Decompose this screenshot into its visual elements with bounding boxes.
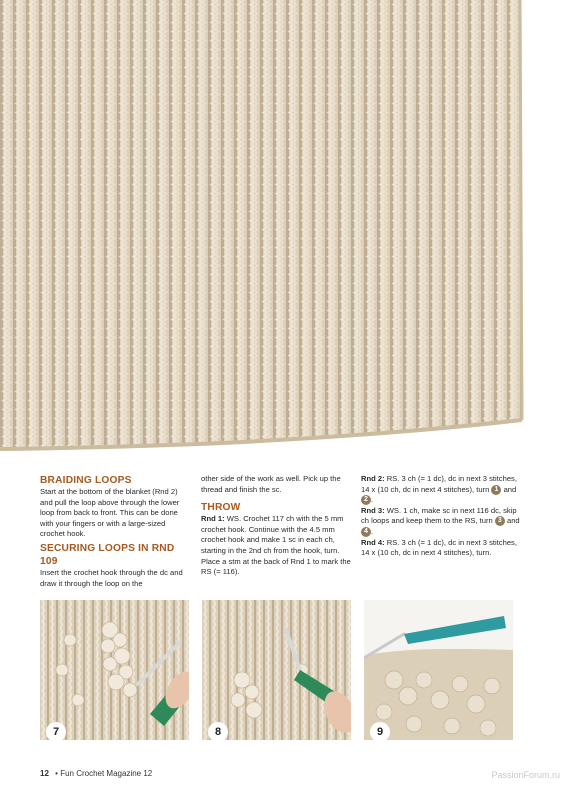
photo-number-8: 8 xyxy=(208,722,228,742)
page-footer xyxy=(40,769,152,778)
column-2 xyxy=(201,474,353,578)
rnd3-label: Rnd 3: xyxy=(361,505,385,515)
rnd3-and: and xyxy=(506,516,520,526)
rnd1-label: Rnd 1: xyxy=(201,514,225,524)
rnd4-label: Rnd 4: xyxy=(361,537,385,547)
rnd4-text xyxy=(361,538,521,559)
rnd1-text xyxy=(201,514,353,578)
column-3 xyxy=(361,474,521,559)
step-circle-2: 2 xyxy=(361,495,371,505)
watermark: PassionForum.ru xyxy=(491,770,560,780)
step-circle-3: 3 xyxy=(495,516,505,526)
rnd4-body: RS. 3 ch (= 1 dc), dc in next 3 stitches, 14 x (10 ch, dc in next 4 stitches), turn. xyxy=(361,537,517,558)
rnd2-text: Rnd 2: RS. 3 ch (= 1 dc), dc in next 3 stitches, 14 x (10 ch, dc in next 4 stitches), turn 1 and 2 . xyxy=(361,474,517,505)
securing-loops-text: Insert the crochet hook through the dc and draw it through the loop on the xyxy=(40,567,183,588)
rnd1-body: WS. Crochet 117 ch with the 5 mm crochet hook. Continue with the 4.5 mm crochet hook and make 1 sc in each ch, starting in the 2nd ch from the hook, turn. Place a stm at the back of Rnd 1 to mark the RS (= 116). xyxy=(201,514,351,577)
rnd2-label: Rnd 2: xyxy=(361,474,385,483)
heading-throw: THROW xyxy=(201,502,241,514)
step-photo-7 xyxy=(40,600,189,748)
photo-number-7: 7 xyxy=(46,722,66,742)
page-number: 12 xyxy=(40,769,49,778)
rnd2-body: RS. 3 ch (= 1 dc), dc in next 3 stitches, 14 x (10 ch, dc in next 4 stitches), turn xyxy=(361,474,517,494)
step-circle-4: 4 xyxy=(361,527,371,537)
rnd3-text: Rnd 3: WS. 1 ch, make sc in next 116 dc, skip ch loops and keep them to the RS, turn 3 and 4 . xyxy=(361,505,520,536)
step-circle-1: 1 xyxy=(491,485,501,495)
magazine-name: Fun Crochet Magazine 12 xyxy=(60,769,153,778)
photo-number-9: 9 xyxy=(370,722,390,742)
heading-braiding-loops: BRAIDING LOOPS xyxy=(40,475,132,486)
footer-bullet: • xyxy=(55,769,58,778)
heading-securing-loops: SECURING LOOPS IN RND 109 xyxy=(40,542,175,567)
securing-loops-continued: other side of the work as well. Pick up the thread and finish the sc. xyxy=(201,474,341,494)
instructions xyxy=(40,474,528,594)
rnd3-body: WS. 1 ch, make sc in next 116 dc, skip ch loops and keep them to the RS, turn xyxy=(361,505,517,526)
braiding-loops-text: Start at the bottom of the blanket (Rnd 2) and pull the loop above through the lower loop from back to front. This can be done with your fingers or with a large-sized crochet hook. xyxy=(40,487,180,539)
step-photo-8 xyxy=(202,600,351,748)
column-1 xyxy=(40,474,190,589)
step-photo-9 xyxy=(364,600,513,748)
rnd2-and: and xyxy=(503,484,517,494)
